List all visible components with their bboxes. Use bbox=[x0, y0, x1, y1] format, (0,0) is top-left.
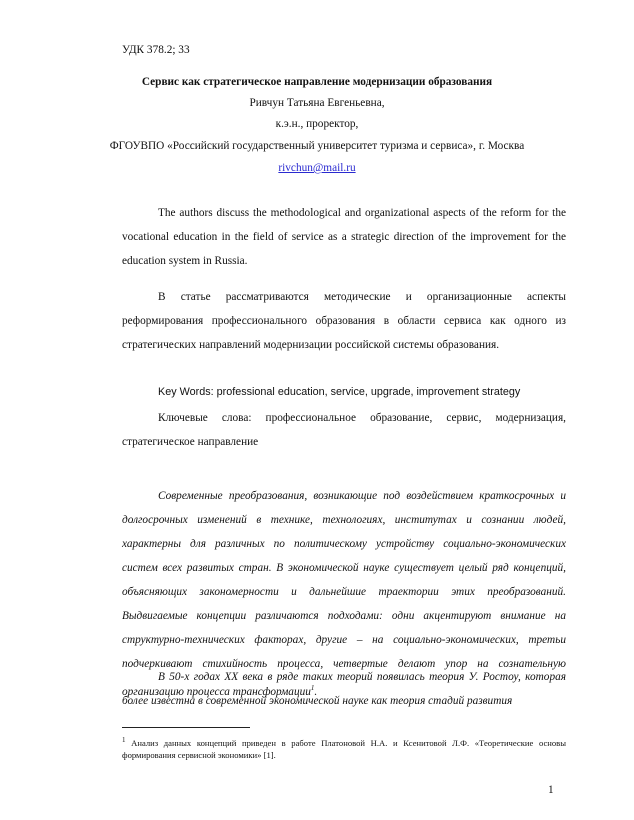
keywords-russian bbox=[122, 406, 566, 454]
footnote-mark: 1 bbox=[122, 736, 126, 744]
abstract-russian-text: В статье рассматриваются методические и организационные аспекты реформирования профессионального образования в области сервиса как одного из стратегических направлений модернизации российской системы образования. bbox=[122, 291, 566, 351]
footnote-reference[interactable]: 1 bbox=[310, 684, 315, 692]
abstract-russian bbox=[122, 285, 566, 357]
body-paragraph-1-end: . bbox=[314, 685, 318, 698]
keywords-english bbox=[122, 380, 566, 404]
udk-code: УДК 378.2; 33 bbox=[122, 44, 190, 56]
body-paragraph-1-text: Современные преобразования, возникающие под воздействием краткосрочных и долгосрочных изменений в технике, технологиях, институтах и сознании людей, характерны для различных по политическому устройству социально-экономических систем всех развитых стран. В экономической науке существует целый ряд концепций, объясняющих закономерности и дальнейшие траектории этих преобразований. Выдвигаемые концепции различаются подходами: одни акцентируют внимание на структурно-технических факторах, другие – на социально-экономических, третьи подчеркивают стихийность процесса, четвертые делают упор на сознательную организацию процесса трансформации bbox=[122, 490, 566, 698]
footnote bbox=[122, 734, 566, 761]
page-number: 1 bbox=[548, 784, 554, 796]
keywords-russian-text: Ключевые слова: профессиональное образование, сервис, модернизация, стратегическое направление bbox=[122, 412, 566, 448]
footnote-text: Анализ данных концепций приведен в работе Платоновой Н.А. и Ксенитовой Л.Ф. «Теоретические основы формирования сервисной экономики» [1]. bbox=[122, 737, 566, 760]
paper-title: Сервис как стратегическое направление модернизации образования bbox=[141, 76, 493, 88]
footnote-divider bbox=[122, 727, 250, 728]
keywords-english-text: Key Words: professional education, service, upgrade, improvement strategy bbox=[158, 386, 521, 398]
abstract-english-text: The authors discuss the methodological and organizational aspects of the reform for the vocational education in the field of service as a strategic direction of the improvement for the education system in Russia. bbox=[122, 207, 566, 267]
author-name: Ривчун Татьяна Евгеньевна, bbox=[249, 97, 385, 109]
body-paragraph-2-text: В 50-х годах XX века в ряде таких теорий появилась теория У. Ростоу, которая более известна в современной экономической науке как теория стадий развития bbox=[122, 671, 566, 707]
abstract-english bbox=[122, 201, 566, 273]
author-degree: к.э.н., проректор, bbox=[275, 118, 359, 130]
author-organization: ФГОУВПО «Российский государственный университет туризма и сервиса», г. Москва bbox=[109, 140, 525, 152]
author-email-link[interactable]: rivchun@mail.ru bbox=[278, 162, 356, 174]
email-wrapper bbox=[0, 162, 634, 174]
body-paragraph-2 bbox=[122, 665, 566, 713]
